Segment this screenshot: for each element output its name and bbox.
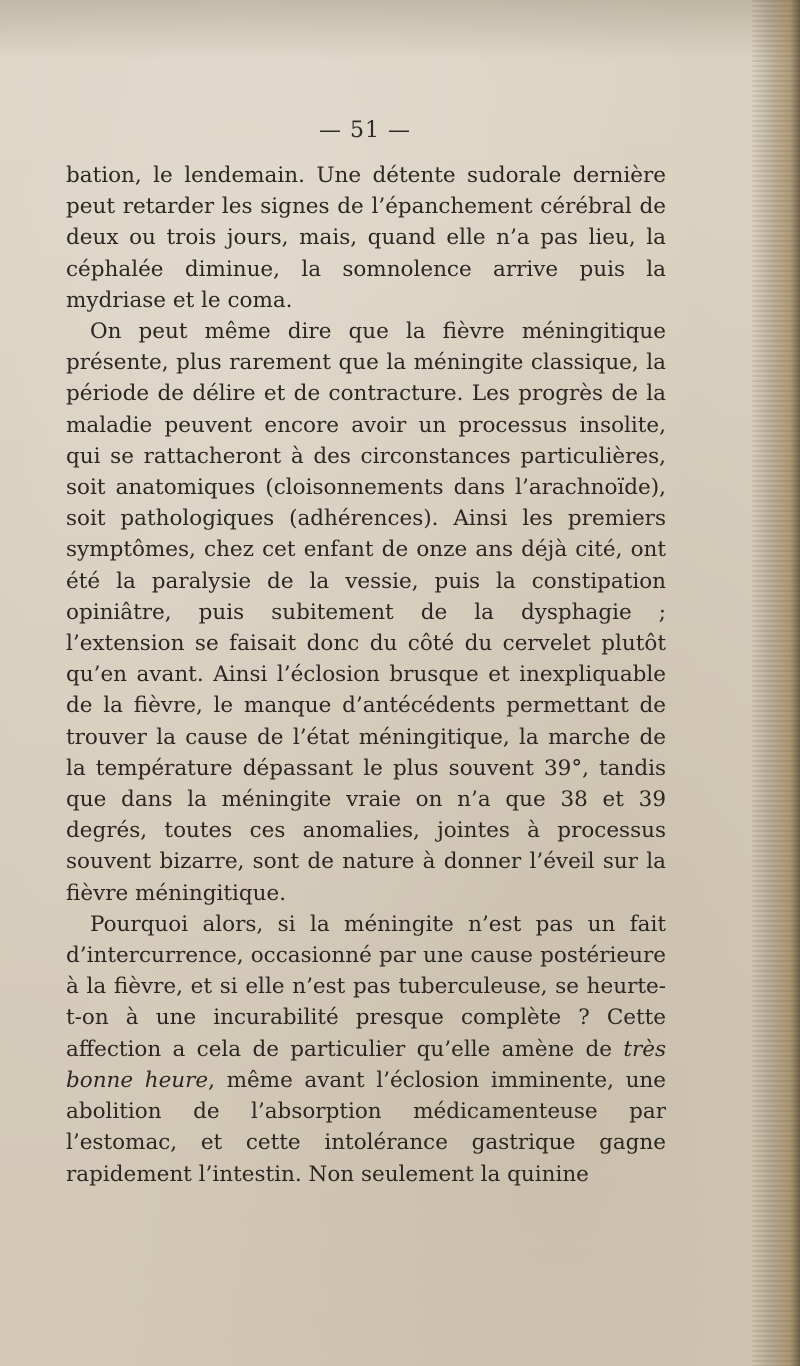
page-edge-binding xyxy=(752,0,800,1366)
body-text xyxy=(66,160,666,1190)
paragraph-1: bation, le lendemain. Une détente sudorale dernière peut retarder les signes de l’épanchement cérébral de deux ou trois jours, mais, quand elle n’a pas lieu, la céphalée diminue, la somnolence arrive puis la mydriase et le coma. xyxy=(66,163,666,313)
paragraph-2: On peut même dire que la fièvre méningitique présente, plus rarement que la méningite classique, la période de délire et de contracture. Les progrès de la maladie peuvent encore avoir un processus insolite, qui se rattacheront à des circonstances particulières, soit anatomiques (cloisonnements dans l’arachnoïde), soit pathologiques (adhérences). Ainsi les premiers symptômes, chez cet enfant de onze ans déjà cité, ont été la paralysie de la vessie, puis la constipation opiniâtre, puis subitement de la dysphagie ; l’extension se faisait donc du côté du cervelet plutôt qu’en avant. Ainsi l’éclosion brusque et inexpliquable de la fièvre, le manque d’antécédents permettant de trouver la cause de l’état méningitique, la marche de la température dépassant le plus souvent 39°, tandis que dans la méningite vraie on n’a que 38 et 39 degrés, toutes ces anomalies, jointes à processus souvent bizarre, sont de nature à donner l’éveil sur la fièvre méningitique. xyxy=(66,319,666,906)
paragraph-3 xyxy=(66,909,666,1190)
paragraph-3-text-before: Pourquoi alors, si la méningite n’est pas un fait d’intercurrence, occasionné par une cause postérieure à la fièvre, et si elle n’est pas tuberculeuse, se heurte-t-on à une incurabilité presque complète ? Cette affection a cela de particulier qu’elle amène de xyxy=(66,911,666,1062)
page-top-shadow xyxy=(0,0,800,60)
paragraph-3-text-after: , même avant l’éclosion imminente, une abolition de l’absorption médicamenteuse par l’estomac, et cette intolérance gastrique gagne rapidement l’intestin. Non seulement la quinine xyxy=(66,1067,666,1187)
page-number: — 51 — xyxy=(319,118,411,143)
paragraph-3-emphasis: très bonne heure xyxy=(66,1036,666,1093)
